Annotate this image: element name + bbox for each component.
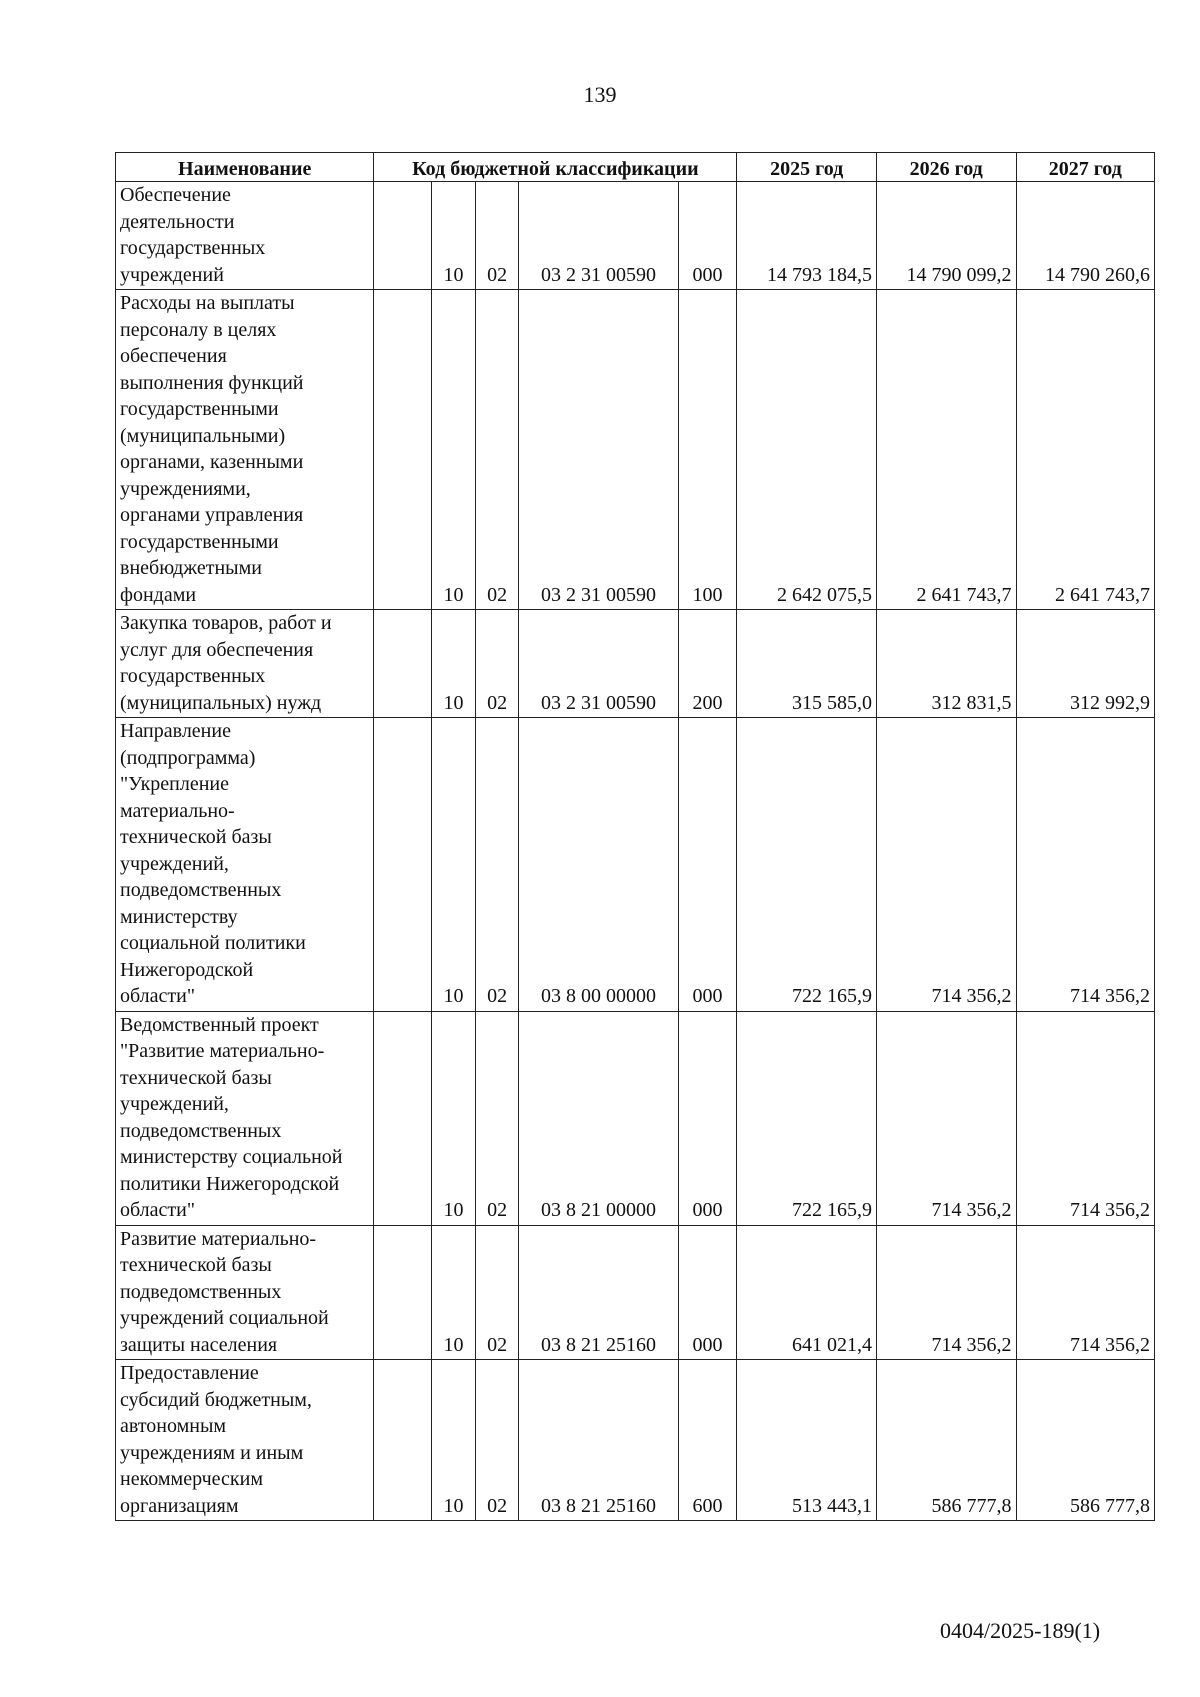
- row-target-article: 03 8 00 00000: [519, 718, 678, 1012]
- row-value-2026: 714 356,2: [876, 1011, 1016, 1225]
- row-target-article: 03 2 31 00590: [519, 182, 678, 290]
- row-blank-cell: [374, 1011, 432, 1225]
- row-section: 10: [432, 610, 476, 718]
- row-name: [116, 610, 374, 718]
- row-section: 10: [432, 290, 476, 610]
- header-2026: 2026 год: [876, 153, 1016, 182]
- row-subsection: 02: [475, 290, 519, 610]
- table-row: [116, 718, 1155, 1012]
- row-name: [116, 1225, 374, 1360]
- table-row: [116, 290, 1155, 610]
- row-name-text: Расходы на выплаты персоналу в целях обеспечения выполнения функций государственными (муниципальными) органами, казенными учреждениями, органами управления государственными внебюджетными фондами: [120, 292, 304, 606]
- row-name: [116, 182, 374, 290]
- row-section: 10: [432, 1225, 476, 1360]
- row-value-2027: 312 992,9: [1016, 610, 1155, 718]
- row-value-2027: 2 641 743,7: [1016, 290, 1155, 610]
- row-subsection: 02: [475, 1225, 519, 1360]
- header-code: Код бюджетной классификации: [374, 153, 737, 182]
- row-value-2025: 722 165,9: [737, 1011, 877, 1225]
- row-section: 10: [432, 182, 476, 290]
- row-subsection: 02: [475, 1011, 519, 1225]
- row-name-text: Направление (подпрограмма) "Укрепление материально-технической базы учреждений, подведомственных министерству социальной политики Нижегородской области": [120, 720, 306, 1007]
- row-subsection: 02: [475, 182, 519, 290]
- document-id: 0404/2025-189(1): [940, 1618, 1101, 1643]
- row-value-2026: 14 790 099,2: [876, 182, 1016, 290]
- row-value-2025: 315 585,0: [737, 610, 877, 718]
- row-blank-cell: [374, 610, 432, 718]
- header-2025: 2025 год: [737, 153, 877, 182]
- row-target-article: 03 8 21 25160: [519, 1225, 678, 1360]
- row-value-2026: 312 831,5: [876, 610, 1016, 718]
- row-expense-type: 100: [678, 290, 737, 610]
- row-section: 10: [432, 1360, 476, 1521]
- row-section: 10: [432, 718, 476, 1012]
- row-name: [116, 1360, 374, 1521]
- row-name-text: Закупка товаров, работ и услуг для обеспечения государственных (муниципальных) нужд: [120, 612, 332, 714]
- row-name-text: Предоставление субсидий бюджетным, автономным учреждениям и иным некоммерческим организациям: [120, 1362, 312, 1517]
- row-name: [116, 290, 374, 610]
- row-value-2025: 722 165,9: [737, 718, 877, 1012]
- row-target-article: 03 8 21 00000: [519, 1011, 678, 1225]
- row-value-2025: 513 443,1: [737, 1360, 877, 1521]
- row-expense-type: 000: [678, 1225, 737, 1360]
- row-expense-type: 000: [678, 1011, 737, 1225]
- row-expense-type: 000: [678, 182, 737, 290]
- budget-table: [115, 152, 1155, 1521]
- row-value-2027: 714 356,2: [1016, 1225, 1155, 1360]
- row-target-article: 03 2 31 00590: [519, 290, 678, 610]
- row-expense-type: 200: [678, 610, 737, 718]
- header-name: Наименование: [116, 153, 374, 182]
- row-value-2025: 14 793 184,5: [737, 182, 877, 290]
- row-blank-cell: [374, 290, 432, 610]
- row-value-2027: 586 777,8: [1016, 1360, 1155, 1521]
- table-row: [116, 1225, 1155, 1360]
- table-row: [116, 1011, 1155, 1225]
- row-target-article: 03 2 31 00590: [519, 610, 678, 718]
- row-name-text: Обеспечение деятельности государственных учреждений: [120, 184, 266, 286]
- header-2027: 2027 год: [1016, 153, 1155, 182]
- header-row: [116, 153, 1155, 182]
- row-target-article: 03 8 21 25160: [519, 1360, 678, 1521]
- table-row: [116, 1360, 1155, 1521]
- row-value-2027: 714 356,2: [1016, 1011, 1155, 1225]
- page-number: 139: [583, 82, 617, 107]
- row-value-2027: 714 356,2: [1016, 718, 1155, 1012]
- row-expense-type: 600: [678, 1360, 737, 1521]
- row-subsection: 02: [475, 1360, 519, 1521]
- row-value-2025: 641 021,4: [737, 1225, 877, 1360]
- row-value-2026: 2 641 743,7: [876, 290, 1016, 610]
- row-name-text: Развитие материально-технической базы подведомственных учреждений социальной защиты населения: [120, 1227, 329, 1356]
- row-name: [116, 1011, 374, 1225]
- row-expense-type: 000: [678, 718, 737, 1012]
- row-subsection: 02: [475, 718, 519, 1012]
- row-blank-cell: [374, 182, 432, 290]
- row-blank-cell: [374, 718, 432, 1012]
- table-row: [116, 610, 1155, 718]
- row-blank-cell: [374, 1225, 432, 1360]
- row-name: [116, 718, 374, 1012]
- row-blank-cell: [374, 1360, 432, 1521]
- table-row: [116, 182, 1155, 290]
- row-name-text: Ведомственный проект "Развитие материально-технической базы учреждений, подведомственных министерству социальной политики Нижегородской области": [120, 1013, 343, 1221]
- row-section: 10: [432, 1011, 476, 1225]
- row-value-2027: 14 790 260,6: [1016, 182, 1155, 290]
- row-value-2025: 2 642 075,5: [737, 290, 877, 610]
- row-subsection: 02: [475, 610, 519, 718]
- row-value-2026: 586 777,8: [876, 1360, 1016, 1521]
- row-value-2026: 714 356,2: [876, 718, 1016, 1012]
- row-value-2026: 714 356,2: [876, 1225, 1016, 1360]
